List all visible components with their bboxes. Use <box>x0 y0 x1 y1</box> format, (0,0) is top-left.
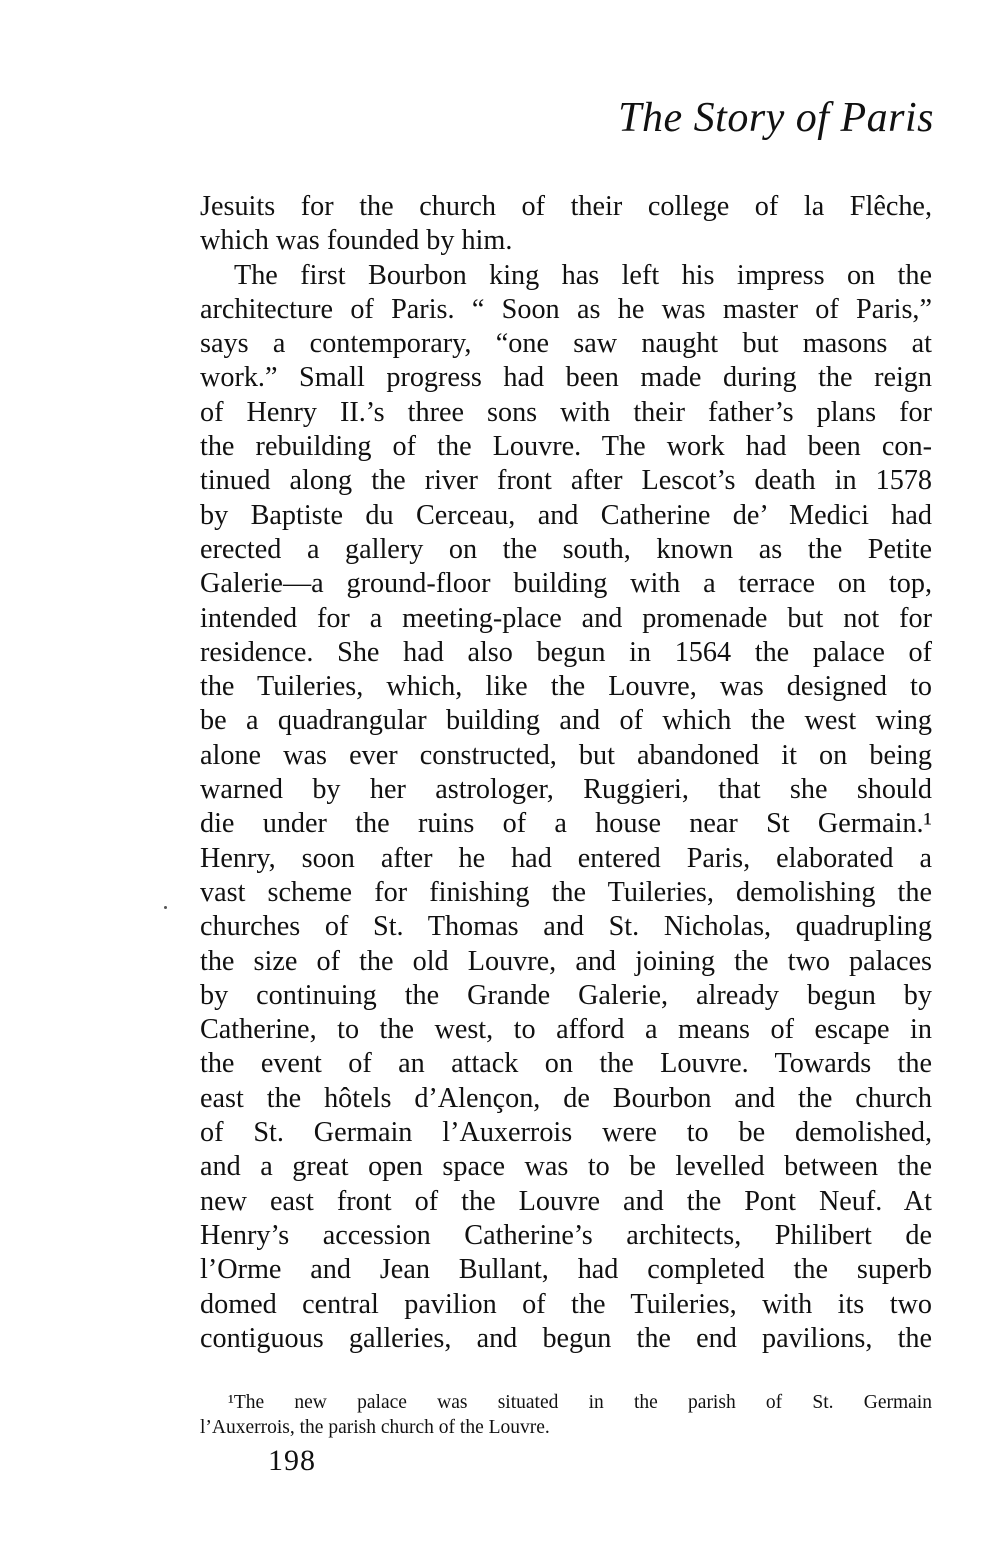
body-line: Henry, soon after he had entered Paris, elaborated a <box>200 842 932 874</box>
body-line: by continuing the Grande Galerie, already begun by <box>200 979 932 1011</box>
body-line: residence. She had also begun in 1564 the palace of <box>200 636 932 668</box>
body-line: of St. Germain l’Auxerrois were to be demolished, <box>200 1117 932 1149</box>
body-line: east the hôtels d’Alençon, de Bourbon and the church <box>200 1082 932 1114</box>
footnote-line: l’Auxerrois, the parish church of the Louvre. <box>200 1417 550 1438</box>
body-line: of Henry II.’s three sons with their father’s plans for <box>200 396 932 428</box>
body-line: warned by her astrologer, Ruggieri, that she should <box>200 774 932 806</box>
body-line: the Tuileries, which, like the Louvre, was designed to <box>200 671 932 703</box>
body-line: which was founded by him. <box>200 225 513 257</box>
body-line: by Baptiste du Cerceau, and Catherine de’ Medici had <box>200 499 932 531</box>
body-text <box>200 190 932 1356</box>
body-line: churches of St. Thomas and St. Nicholas, quadrupling <box>200 911 932 943</box>
body-line: l’Orme and Jean Bullant, had completed the superb <box>200 1254 932 1286</box>
footnote-line: ¹The new palace was situated in the parish of St. Germain <box>228 1392 932 1413</box>
body-line: the event of an attack on the Louvre. Towards the <box>200 1048 932 1080</box>
body-line: die under the ruins of a house near St Germain.¹ <box>200 808 932 840</box>
body-line: and a great open space was to be levelled between the <box>200 1151 932 1183</box>
body-line: Jesuits for the church of their college of la Flêche, <box>200 191 932 222</box>
body-line: Catherine, to the west, to afford a means of escape in <box>200 1014 932 1046</box>
body-line: Henry’s accession Catherine’s architects, Philibert de <box>200 1219 932 1251</box>
body-line: the size of the old Louvre, and joining the two palaces <box>200 945 932 977</box>
body-line: The first Bourbon king has left his impress on the <box>234 259 932 291</box>
body-line: architecture of Paris. “ Soon as he was master of Paris,” <box>200 293 932 325</box>
footnote <box>200 1390 932 1440</box>
body-line: new east front of the Louvre and the Pont Neuf. At <box>200 1185 932 1217</box>
body-line: the rebuilding of the Louvre. The work had been con- <box>200 431 932 463</box>
body-line: Galerie—a ground-floor building with a terrace on top, <box>200 568 932 600</box>
body-line: tinued along the river front after Lescot’s death in 1578 <box>200 465 932 497</box>
body-line: work.” Small progress had been made during the reign <box>200 362 932 394</box>
body-line: alone was ever constructed, but abandoned it on being <box>200 739 932 771</box>
running-head-title: The Story of Paris <box>618 95 934 141</box>
body-line: intended for a meeting-place and promenade but not for <box>200 602 932 634</box>
body-line: contiguous galleries, and begun the end pavilions, the <box>200 1322 932 1354</box>
page-number: 198 <box>268 1444 316 1477</box>
body-line: vast scheme for finishing the Tuileries, demolishing the <box>200 876 932 908</box>
body-line: domed central pavilion of the Tuileries, with its two <box>200 1288 932 1320</box>
body-line: says a contemporary, “one saw naught but masons at <box>200 328 932 360</box>
body-line: erected a gallery on the south, known as the Petite <box>200 533 932 565</box>
stray-ink-dot <box>164 906 167 909</box>
body-line: be a quadrangular building and of which the west wing <box>200 705 932 737</box>
